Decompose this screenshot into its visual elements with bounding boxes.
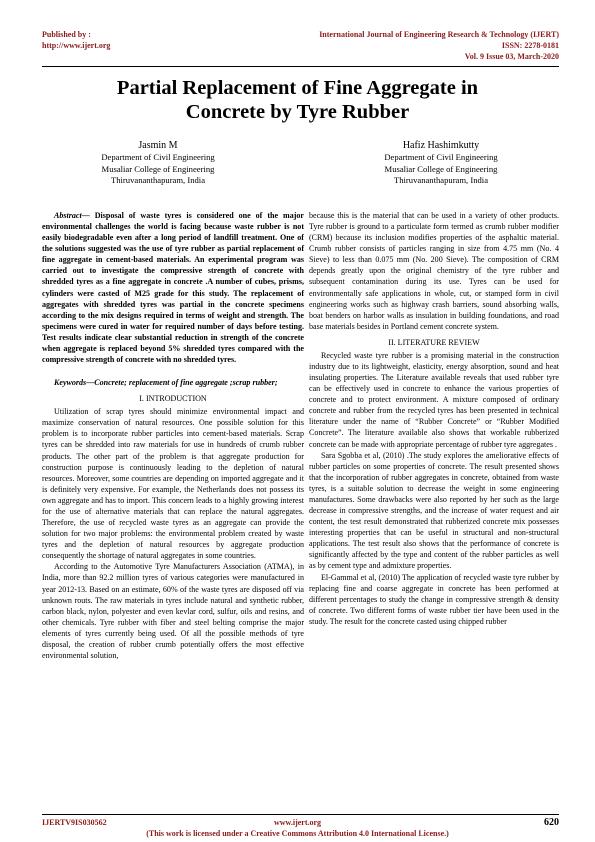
paper-id: IJERTV9IS030562 xyxy=(42,818,107,827)
abstract xyxy=(42,210,304,365)
intro-paragraph-2: According to the Automotive Tyre Manufacturers Association (ATMA), in India, more than 92.2 million tyres of various categories were manufactured in year 2012-13. Based on an estimate, 60% of the waste tyres are disposed off via unknown routs. The raw materials in tyres include natural and synthetic rubber, carbon black, nylon, polyester and even kevlar cord, sulfur, oils and resins, and other chemicals. Tyre rubber with fiber and steel belting comprise the major elements of tyres currently being used. Of all the possible methods of tyre disposal, the creation of rubber crumb potentially offers the most effective environmental solution, xyxy=(42,562,304,660)
page-number: 620 xyxy=(544,817,559,828)
volume-issue: Vol. 9 Issue 03, March-2020 xyxy=(464,52,559,61)
author-block-2 xyxy=(331,140,551,187)
left-column xyxy=(42,210,304,661)
issn: ISSN: 2278-0181 xyxy=(501,41,559,50)
header-right xyxy=(319,29,559,62)
license-note: (This work is licensed under a Creative Commons Attribution 4.0 International License.) xyxy=(146,829,449,838)
intro-paragraph-3: because this is the material that can be used in a variety of other products. Tyre rubber is ground to a particulate form termed as crumb rubber modifier (CRM) because its inclusion modifies properties of the asphaltic material. Crumb rubber consists of particles ranging in size from 4.75 mm (No. 4 Sieve) to less than 0.075 mm (No. 200 Sieve). The composition of CRM depends greatly upon the original chemistry of the tyre rubber and subsequent contamination during its use. Tyres can be used for environmentally safe applications in whole, cut, or stamped form in civil engineering works such as highway crash barriers, sound absorbing walls, boat benders on harbor walls as insulation in building foundations, and road base materials besides in Portland cement concrete system. xyxy=(309,211,559,331)
section-heading-introduction: I. INTRODUCTION xyxy=(139,394,207,404)
title-line-1: Partial Replacement of Fine Aggregate in xyxy=(116,77,479,99)
footer-center xyxy=(0,817,595,839)
author-college: Musaliar College of Engineering xyxy=(384,163,498,174)
author-place: Thiruvananthapuram, India xyxy=(393,175,489,186)
abstract-lead: Abstract— xyxy=(54,211,90,220)
author-college: Musaliar College of Engineering xyxy=(101,163,215,174)
section-heading-literature-review: II. LITERATURE REVIEW xyxy=(388,337,480,347)
footer-url[interactable]: www.ijert.org xyxy=(273,818,322,827)
journal-name: International Journal of Engineering Research & Technology (IJERT) xyxy=(319,30,559,39)
right-column xyxy=(309,210,559,627)
review-paragraph-2: Sara Sgobba et al, (2010) .The study explores the ameliorative effects of rubber particles on some properties of concrete. The result presented shows that the incorporation of rubber aggregates in concrete, obtained from waste tyres, is a suitable solution to decrease the weight in some engineering manufactures. Some drawbacks were also reported by her such as the large decrease in compressive strengths, and the increase of water request and air content, the test result demonstrated that rubberized concrete mix possesses interesting properties that can be useful in structural and non-structural applications. The test result also shows that the performance of concrete is significantly affected by the type and content of the rubber particles as well as by cement type and admixture properties. xyxy=(309,450,559,571)
paper-title xyxy=(40,76,555,124)
title-line-2: Concrete by Tyre Rubber xyxy=(185,101,410,123)
intro-paragraph-1: Utilization of scrap tyres should minimize environmental impact and maximize conservation of natural resources. One possible solution for this problem is to incorporate rubber particles into cement-based materials. Scrap tyres can be shredded into raw materials for use in hundreds of crumb rubber products. The other part of the problem is that aggregate production for construction purpose is continuously leading to the depletion of natural resources. Moreover, some countries are depending on imported aggregate and it is definitely very expensive. For example, the Netherlands does not possess its own aggregate and has to import. This concern leads to a highly growing interest for the use of alternative materials that can replace the natural aggregates. Therefore, the use of recycled waste tyres as an aggregate can provide the solution for two major problems: the environmental problem created by waste tyres and the depletion of natural resources by aggregate production consequently the shortage of natural aggregates in some countries. xyxy=(42,407,304,561)
author-dept: Department of Civil Engineering xyxy=(384,152,498,162)
author-dept: Department of Civil Engineering xyxy=(101,152,215,162)
footer-divider xyxy=(42,814,559,815)
author-name: Jasmin M xyxy=(138,140,178,151)
header-left xyxy=(42,29,110,51)
publisher-label: Published by : xyxy=(42,30,91,39)
author-place: Thiruvananthapuram, India xyxy=(110,175,206,186)
review-paragraph-1: Recycled waste tyre rubber is a promising material in the construction industry due to its lightweight, elasticity, energy absorption, sound and heat insulating properties. The Literature available reveals that used rubber tyre can be effectively used in concrete to enhance the various properties of concrete and to protect environment. A mixture composed of ordinary concrete and rubber from the recycled tyres has been presented in technical literature under the name of “Rubber Concrete” or “Rubber Modified Concrete”. The literature available also shows that workable rubberized concrete can be made with appropriate percentage of rubber tyre aggregates . xyxy=(309,350,559,449)
header-divider xyxy=(42,66,559,67)
journal-url[interactable]: http://www.ijert.org xyxy=(42,41,111,50)
author-block-1 xyxy=(48,140,268,187)
keywords: Keywords—Concrete; replacement of fine aggregate ;scrap rubber; xyxy=(54,378,278,388)
author-name: Hafiz Hashimkutty xyxy=(402,140,480,151)
abstract-text: Disposal of waste tyres is considered one of the major environmental challenges the world is facing because waste rubber is not easily biodegradable even after a long period of landfill treatment. One of the solutions suggested was the use of tyre rubber as partial replacement of fine aggregate in cement-based materials. An experimental program was carried out to investigate the compressive strength of concrete with shredded tyres as a fine aggregate in concrete .A number of cubes, prisms, cylinders were casted of M25 grade for this study. The replacement of aggregates with shredded tyres was partial in the concrete specimens according to the mix designs required in terms of weight and strength. The specimens were cured in water for required number of days before testing. Test results indicate clear substantial reduction in strength of the concrete when aggregate is replaced beyond 5% shredded tyres compared with the compressive strength of concrete with no shredded tyres. xyxy=(42,211,304,365)
review-paragraph-3: El-Gammal et al, (2010) The application of recycled waste tyre rubber by replacing fine and coarse aggregate in concrete has been performed at different percentages to study the change in compressive strength & density of concrete. Two different forms of waste rubber tier have been used in the study. The result for the concrete casted using chipped rubber xyxy=(309,572,559,626)
